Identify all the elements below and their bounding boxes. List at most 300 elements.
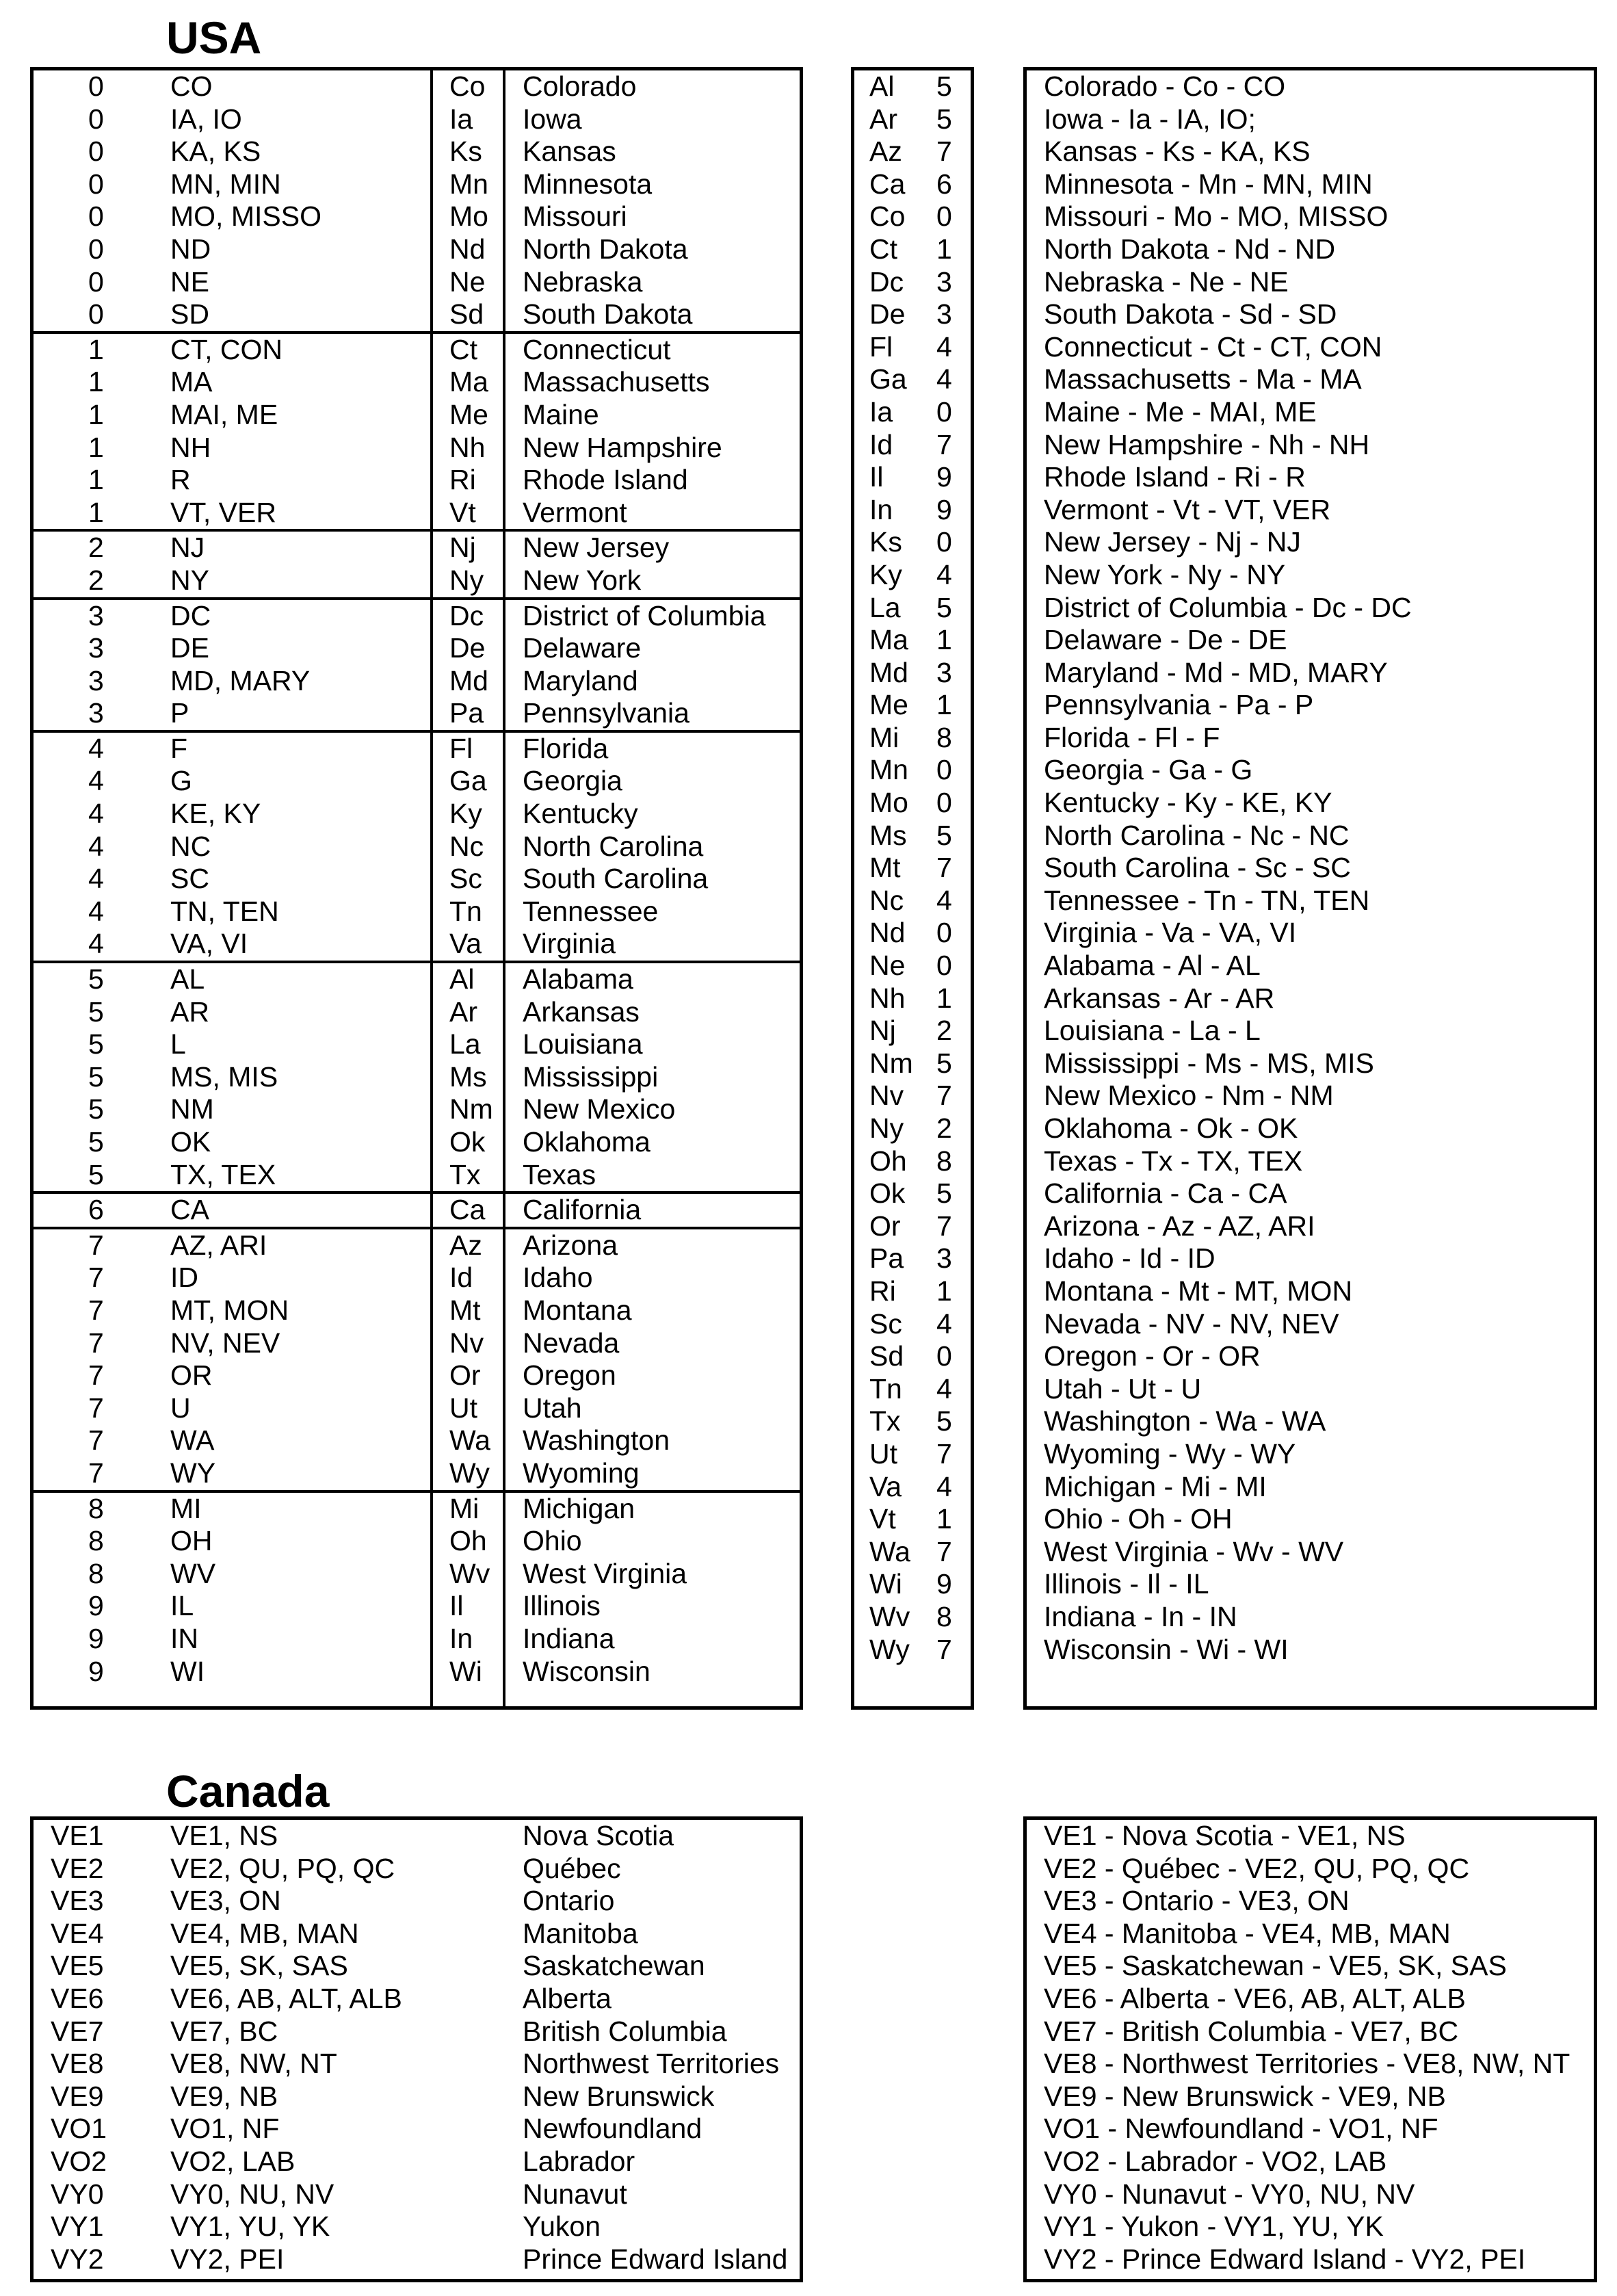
abbr-row (854, 1503, 971, 1536)
table-row (34, 1191, 800, 1227)
abbr-code: Ar (869, 103, 897, 135)
abbr-digit: 2 (936, 1015, 952, 1047)
row-abbr: Co (449, 70, 486, 102)
row-digit: 4 (88, 928, 104, 960)
table-row (34, 1558, 800, 1591)
row-state-name: Wyoming (523, 1457, 640, 1489)
abbr-digit: 7 (936, 1633, 952, 1665)
summary-text: VE5 - Saskatchewan - VE5, SK, SAS (1044, 1950, 1507, 1982)
table-row (34, 233, 800, 266)
summary-row (1027, 950, 1594, 982)
abbr-row (854, 1145, 971, 1178)
row-digit: 0 (88, 200, 104, 233)
row-abbr: Mt (449, 1294, 481, 1326)
row-codes: IL (170, 1590, 194, 1622)
table-row (34, 1918, 800, 1951)
row-abbr: Ny (449, 564, 484, 596)
summary-text: VE6 - Alberta - VE6, AB, ALT, ALB (1044, 1982, 1466, 2014)
summary-text: Missouri - Mo - MO, MISSO (1044, 200, 1389, 233)
row-codes: NY (170, 564, 209, 596)
summary-row (1027, 2145, 1594, 2178)
abbr-digit: 8 (936, 721, 952, 753)
table-row (34, 200, 800, 233)
row-abbr: Me (449, 398, 488, 430)
summary-row (1027, 852, 1594, 885)
row-province-name: Manitoba (523, 1917, 638, 1949)
summary-row (1027, 461, 1594, 494)
summary-row (1027, 396, 1594, 429)
row-digit: 8 (88, 1557, 104, 1589)
summary-row (1027, 689, 1594, 722)
row-codes: MN, MIN (170, 168, 281, 200)
abbr-code: De (869, 298, 906, 330)
row-digit: 3 (88, 632, 104, 664)
row-state-name: District of Columbia (523, 599, 766, 631)
row-state-name: Delaware (523, 632, 642, 664)
summary-text: Maine - Me - MAI, ME (1044, 395, 1317, 428)
summary-text: Wyoming - Wy - WY (1044, 1437, 1296, 1470)
row-digit: 5 (88, 995, 104, 1028)
row-state-name: Nebraska (523, 265, 643, 298)
summary-row (1027, 2113, 1594, 2145)
row-state-name: Florida (523, 732, 609, 764)
row-codes: VY2, PEI (170, 2243, 285, 2275)
row-codes: NC (170, 830, 211, 862)
row-state-name: Virginia (523, 928, 616, 960)
row-digit: 1 (88, 496, 104, 528)
summary-text: VE8 - Northwest Territories - VE8, NW, NT (1044, 2048, 1570, 2080)
summary-row (1027, 1471, 1594, 1504)
row-digit: 4 (88, 798, 104, 830)
table-row (34, 497, 800, 530)
abbr-digit: 4 (936, 363, 952, 395)
row-codes: MT, MON (170, 1294, 289, 1326)
canada-summary-table (1023, 1816, 1597, 2282)
row-codes: WI (170, 1655, 205, 1687)
abbr-code: Ky (869, 558, 902, 590)
abbr-row (854, 592, 971, 625)
summary-text: Kentucky - Ky - KE, KY (1044, 787, 1332, 819)
summary-row (1027, 1080, 1594, 1112)
abbr-code: Ok (869, 1177, 906, 1210)
summary-row (1027, 1503, 1594, 1536)
table-row (34, 2080, 800, 2113)
abbr-code: La (869, 591, 901, 623)
row-codes: U (170, 1392, 191, 1424)
row-state-name: Connecticut (523, 333, 671, 365)
summary-row (1027, 494, 1594, 527)
summary-row (1027, 200, 1594, 233)
table-row (34, 2178, 800, 2211)
row-province-name: Québec (523, 1852, 621, 1884)
row-prefix: VE8 (51, 2048, 104, 2080)
row-province-name: Northwest Territories (523, 2048, 780, 2080)
table-row (34, 1853, 800, 1886)
abbr-row (854, 461, 971, 494)
row-state-name: Arizona (523, 1229, 618, 1261)
summary-text: Arkansas - Ar - AR (1044, 982, 1275, 1014)
summary-rows (1027, 70, 1594, 1666)
row-state-name: Oklahoma (523, 1126, 650, 1158)
summary-text: South Dakota - Sd - SD (1044, 298, 1337, 330)
summary-text: VY1 - Yukon - VY1, YU, YK (1044, 2210, 1384, 2243)
table-row (34, 399, 800, 432)
row-codes: NV, NEV (170, 1327, 280, 1359)
row-abbr: Ky (449, 798, 482, 830)
row-codes: MO, MISSO (170, 200, 321, 233)
row-state-name: Montana (523, 1294, 632, 1326)
row-codes: NH (170, 431, 211, 463)
abbr-row (854, 1112, 971, 1145)
row-codes: VE8, NW, NT (170, 2048, 337, 2080)
row-abbr: Oh (449, 1525, 487, 1557)
summary-row (1027, 298, 1594, 331)
summary-text: Minnesota - Mn - MN, MIN (1044, 168, 1373, 200)
abbr-digit: 7 (936, 852, 952, 884)
table-row (34, 730, 800, 766)
abbr-digit: 0 (936, 526, 952, 558)
row-codes: CO (170, 70, 213, 102)
row-codes: SD (170, 298, 209, 330)
summary-row (1027, 1015, 1594, 1047)
row-digit: 9 (88, 1622, 104, 1654)
summary-text: Rhode Island - Ri - R (1044, 461, 1306, 493)
canada-main-table (30, 1816, 803, 2282)
summary-text: Connecticut - Ct - CT, CON (1044, 330, 1382, 363)
row-abbr: Nv (449, 1327, 484, 1359)
row-digit: 0 (88, 135, 104, 168)
summary-text: VE9 - New Brunswick - VE9, NB (1044, 2080, 1446, 2112)
row-codes: VY0, NU, NV (170, 2178, 334, 2210)
abbr-row (854, 1634, 971, 1667)
summary-row (1027, 1853, 1594, 1886)
table-row (34, 961, 800, 996)
row-codes: G (170, 765, 192, 797)
usa-abbr-digit-table (851, 67, 974, 1710)
table-row (34, 1950, 800, 1983)
summary-row (1027, 70, 1594, 103)
table-row (34, 1126, 800, 1159)
row-abbr: Ne (449, 265, 486, 298)
summary-row (1027, 885, 1594, 917)
abbr-digit: 1 (936, 233, 952, 265)
abbr-code: Tx (869, 1405, 901, 1437)
abbr-digit: 8 (936, 1145, 952, 1177)
abbr-digit: 0 (936, 395, 952, 428)
row-codes: OR (170, 1359, 213, 1392)
summary-row (1027, 2048, 1594, 2080)
summary-text: VE7 - British Columbia - VE7, BC (1044, 2015, 1459, 2047)
row-codes: F (170, 732, 188, 764)
row-state-name: Minnesota (523, 168, 653, 200)
table-row (34, 298, 800, 331)
row-abbr: Tn (449, 895, 482, 927)
row-abbr: Id (449, 1262, 473, 1294)
table-row (34, 1424, 800, 1457)
row-codes: VE7, BC (170, 2015, 278, 2047)
usa-main-table (30, 67, 803, 1710)
summary-row (1027, 1820, 1594, 1853)
abbr-code: Il (869, 461, 884, 493)
abbr-digit: 5 (936, 1177, 952, 1210)
table-row (34, 1983, 800, 2015)
row-digit: 5 (88, 1060, 104, 1093)
table-row (34, 1262, 800, 1294)
row-digit: 0 (88, 103, 104, 135)
abbr-digit: 7 (936, 1080, 952, 1112)
row-abbr: Pa (449, 697, 484, 729)
abbr-row (854, 1438, 971, 1471)
summary-row (1027, 2243, 1594, 2276)
table-row (34, 1392, 800, 1425)
summary-text: New Hampshire - Nh - NH (1044, 428, 1370, 460)
table-row (34, 831, 800, 863)
row-codes: VT, VER (170, 496, 276, 528)
row-state-name: California (523, 1194, 642, 1226)
summary-text: VE4 - Manitoba - VE4, MB, MAN (1044, 1917, 1451, 1949)
abbr-digit: 5 (936, 1405, 952, 1437)
abbr-row (854, 1471, 971, 1504)
summary-text: District of Columbia - Dc - DC (1044, 591, 1412, 623)
summary-text: Delaware - De - DE (1044, 624, 1287, 656)
row-codes: NM (170, 1093, 214, 1125)
abbr-code: Md (869, 656, 908, 688)
table-row (34, 1590, 800, 1623)
abbr-digit: 7 (936, 428, 952, 460)
abbr-code: Tn (869, 1372, 902, 1405)
abbr-row (854, 1047, 971, 1080)
table-row (34, 1227, 800, 1262)
row-codes: VE4, MB, MAN (170, 1917, 359, 1949)
summary-text: Ohio - Oh - OH (1044, 1503, 1233, 1535)
abbr-row (854, 396, 971, 429)
row-state-name: Idaho (523, 1262, 593, 1294)
summary-row (1027, 1373, 1594, 1406)
summary-text: Idaho - Id - ID (1044, 1242, 1215, 1275)
summary-row (1027, 1885, 1594, 1918)
table-row (34, 597, 800, 633)
abbr-code: Ms (869, 819, 907, 851)
table-row (34, 2113, 800, 2145)
row-codes: VE9, NB (170, 2080, 278, 2112)
abbr-code: Ne (869, 950, 906, 982)
row-abbr: Ia (449, 103, 473, 135)
table-row (34, 1525, 800, 1558)
table-row (34, 1028, 800, 1061)
abbr-code: Nv (869, 1080, 904, 1112)
row-codes: MAI, ME (170, 398, 278, 430)
summary-row (1027, 982, 1594, 1015)
abbr-code: Va (869, 1470, 902, 1502)
summary-row (1027, 1145, 1594, 1178)
table-row (34, 798, 800, 831)
row-codes: VO1, NF (170, 2113, 280, 2145)
summary-row (1027, 2015, 1594, 2048)
summary-text: Arizona - Az - AZ, ARI (1044, 1210, 1315, 1242)
summary-text: South Carolina - Sc - SC (1044, 852, 1351, 884)
summary-row (1027, 657, 1594, 690)
summary-text: Mississippi - Ms - MS, MIS (1044, 1047, 1374, 1079)
row-digit: 8 (88, 1492, 104, 1524)
table-row (34, 2048, 800, 2080)
summary-row (1027, 1918, 1594, 1951)
row-codes: TN, TEN (170, 895, 279, 927)
abbr-row (854, 624, 971, 657)
row-state-name: Kentucky (523, 798, 638, 830)
summary-row (1027, 559, 1594, 592)
row-state-name: Vermont (523, 496, 627, 528)
abbr-digit: 6 (936, 168, 952, 200)
row-codes: ND (170, 233, 211, 265)
row-abbr: Al (449, 963, 475, 995)
row-state-name: New Mexico (523, 1093, 676, 1125)
row-prefix: VE7 (51, 2015, 104, 2047)
table-row (34, 2243, 800, 2276)
abbr-code: Nd (869, 917, 906, 949)
row-state-name: Oregon (523, 1359, 616, 1392)
table-row (34, 863, 800, 896)
table-row (34, 665, 800, 698)
row-province-name: Nova Scotia (523, 1820, 674, 1851)
row-abbr: Or (449, 1359, 481, 1392)
row-province-name: Yukon (523, 2210, 601, 2243)
abbr-code: Nh (869, 982, 906, 1014)
row-digit: 2 (88, 532, 104, 564)
abbr-code: Al (869, 70, 895, 102)
summary-text: VE3 - Ontario - VE3, ON (1044, 1885, 1350, 1917)
row-codes: AL (170, 963, 205, 995)
row-abbr: Sd (449, 298, 484, 330)
table-row (34, 1159, 800, 1192)
row-province-name: Newfoundland (523, 2113, 702, 2145)
row-abbr: Wv (449, 1557, 490, 1589)
abbr-row (854, 885, 971, 917)
row-digit: 6 (88, 1194, 104, 1226)
abbr-code: Nj (869, 1015, 896, 1047)
abbr-code: Nm (869, 1047, 913, 1079)
row-state-name: Missouri (523, 200, 627, 233)
summary-text: Virginia - Va - VA, VI (1044, 917, 1297, 949)
row-abbr: Il (449, 1590, 464, 1622)
summary-text: North Carolina - Nc - NC (1044, 819, 1350, 851)
abbr-digit: 4 (936, 330, 952, 363)
row-abbr: Az (449, 1229, 482, 1261)
row-state-name: Arkansas (523, 995, 640, 1028)
abbr-digit: 7 (936, 1210, 952, 1242)
row-codes: KE, KY (170, 798, 261, 830)
row-digit: 5 (88, 1093, 104, 1125)
table-row (34, 896, 800, 928)
abbr-code: Fl (869, 330, 893, 363)
row-digit: 0 (88, 298, 104, 330)
row-digit: 7 (88, 1392, 104, 1424)
row-state-name: Michigan (523, 1492, 635, 1524)
row-digit: 0 (88, 233, 104, 265)
abbr-digit: 0 (936, 200, 952, 233)
abbr-code: Ct (869, 233, 897, 265)
row-prefix: VE6 (51, 1982, 104, 2014)
usa-heading: USA (166, 12, 262, 63)
summary-row (1027, 103, 1594, 136)
summary-row (1027, 1634, 1594, 1667)
row-state-name: North Carolina (523, 830, 704, 862)
summary-row (1027, 1438, 1594, 1471)
abbr-code: Nc (869, 884, 904, 916)
abbr-digit: 5 (936, 819, 952, 851)
row-abbr: Ut (449, 1392, 477, 1424)
row-state-name: Utah (523, 1392, 582, 1424)
row-abbr: Ri (449, 464, 476, 496)
table-row (34, 135, 800, 168)
abbr-digit: 4 (936, 884, 952, 916)
row-prefix: VE2 (51, 1852, 104, 1884)
abbr-code: Ks (869, 526, 902, 558)
row-prefix: VE4 (51, 1917, 104, 1949)
row-state-name: New Hampshire (523, 431, 722, 463)
row-prefix: VE5 (51, 1950, 104, 1982)
abbr-row (854, 657, 971, 690)
summary-text: Louisiana - La - L (1044, 1015, 1261, 1047)
abbr-row (854, 1405, 971, 1438)
abbr-row (854, 787, 971, 820)
row-state-name: Kansas (523, 135, 616, 168)
table-row (34, 168, 800, 201)
row-state-name: New Jersey (523, 532, 670, 564)
abbr-code: In (869, 493, 893, 525)
row-abbr: Va (449, 928, 482, 960)
abbr-row (854, 1242, 971, 1275)
row-digit: 5 (88, 1126, 104, 1158)
row-abbr: La (449, 1028, 481, 1060)
row-abbr: Dc (449, 599, 484, 631)
summary-text: Iowa - Ia - IA, IO; (1044, 103, 1256, 135)
row-state-name: Texas (523, 1158, 596, 1190)
abbr-code: Or (869, 1210, 901, 1242)
row-abbr: Nm (449, 1093, 493, 1125)
row-codes: AR (170, 995, 209, 1028)
abbr-code: Dc (869, 265, 904, 298)
abbr-row (854, 754, 971, 787)
abbr-digit: 5 (936, 1047, 952, 1079)
summary-text: Illinois - Il - IL (1044, 1568, 1209, 1600)
abbr-code: Az (869, 135, 902, 168)
row-abbr: Fl (449, 732, 473, 764)
row-digit: 4 (88, 863, 104, 895)
summary-row (1027, 1405, 1594, 1438)
abbr-row (854, 363, 971, 396)
summary-text: Indiana - In - IN (1044, 1600, 1237, 1632)
abbr-row (854, 982, 971, 1015)
row-state-name: Washington (523, 1424, 670, 1457)
row-state-name: South Dakota (523, 298, 693, 330)
abbr-digit: 7 (936, 1535, 952, 1567)
abbr-code: Id (869, 428, 893, 460)
abbr-row (854, 1373, 971, 1406)
abbr-row (854, 1080, 971, 1112)
abbr-row (854, 266, 971, 299)
row-digit: 7 (88, 1424, 104, 1457)
row-digit: 5 (88, 1158, 104, 1190)
summary-text: VY0 - Nunavut - VY0, NU, NV (1044, 2178, 1415, 2210)
row-state-name: West Virginia (523, 1557, 687, 1589)
abbr-digit: 5 (936, 70, 952, 102)
summary-text: California - Ca - CA (1044, 1177, 1287, 1210)
abbr-digit: 1 (936, 1275, 952, 1307)
summary-text: New Jersey - Nj - NJ (1044, 526, 1301, 558)
row-prefix: VY0 (51, 2178, 104, 2210)
summary-row (1027, 2080, 1594, 2113)
abbr-code: Oh (869, 1145, 907, 1177)
